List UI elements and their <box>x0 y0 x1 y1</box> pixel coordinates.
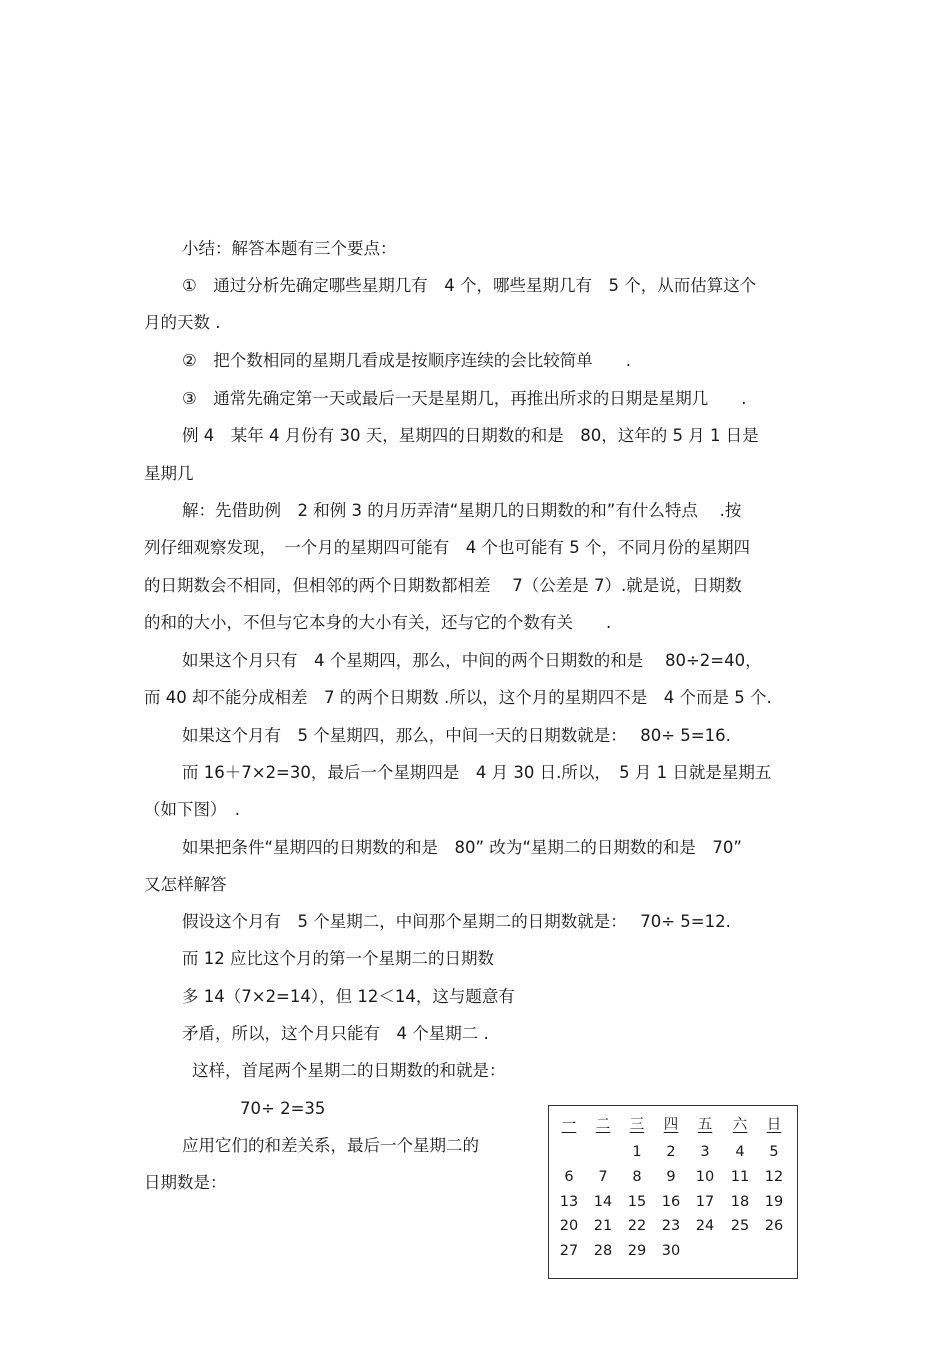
paragraph-line: 而 40 却不能分成相差 7 的两个日期数 .所以，这个月的星期四不是 4 个而是 5 个. <box>144 688 772 707</box>
paragraph-line: 如果这个月只有 4 个星期四，那么，中间的两个日期数的和是 80÷2=40， <box>182 651 762 670</box>
paragraph-line: 而 12 应比这个月的第一个星期二的日期数 <box>182 949 494 968</box>
calendar-day: 5 <box>769 1144 779 1160</box>
calendar-weekday-header: 二 <box>595 1117 611 1133</box>
calendar-day: 16 <box>661 1194 681 1210</box>
paragraph-line: 如果把条件“星期四的日期数的和是 80” 改为“星期二的日期数的和是 70” <box>182 838 742 857</box>
solution-line: 解：先借助例 2 和例 3 的月历弄清“星期几的日期数的和”有什么特点 .按 <box>182 501 742 520</box>
calendar-day: 8 <box>632 1169 642 1185</box>
paragraph-line: 多 14（7×2=14），但 12＜14，这与题意有 <box>182 987 515 1006</box>
calendar-day: 4 <box>735 1144 745 1160</box>
paragraph-line: 矛盾，所以，这个月只能有 4 个星期二 . <box>182 1024 489 1043</box>
calendar-weekday-header: 日 <box>766 1117 782 1133</box>
calendar-day: 14 <box>593 1194 613 1210</box>
calendar-day: 19 <box>764 1194 784 1210</box>
calendar-day: 29 <box>627 1243 647 1259</box>
calendar-day: 30 <box>661 1243 681 1259</box>
paragraph-line: 这样，首尾两个星期二的日期数的和就是： <box>192 1061 506 1080</box>
paragraph-line: 月的天数 . <box>144 313 221 332</box>
calendar-day: 28 <box>593 1243 613 1259</box>
paragraph-line: 的日期数会不相同，但相邻的两个日期数都相差 7（公差是 7）.就是说，日期数 <box>144 576 742 595</box>
calendar-weekday-header: 一 <box>561 1117 577 1133</box>
calendar-day: 24 <box>695 1218 715 1234</box>
calendar-weekday-header: 三 <box>629 1117 645 1133</box>
calendar-day: 26 <box>764 1218 784 1234</box>
calendar-day: 6 <box>564 1169 574 1185</box>
calendar-day: 25 <box>730 1218 750 1234</box>
calendar-day: 7 <box>598 1169 608 1185</box>
calendar-day: 18 <box>730 1194 750 1210</box>
calendar-weekday-header: 六 <box>732 1117 748 1133</box>
paragraph-line: （如下图） . <box>144 800 240 819</box>
calendar-day: 13 <box>559 1194 579 1210</box>
calendar-day: 2 <box>666 1144 676 1160</box>
paragraph-line: 的和的大小，不但与它本身的大小有关，还与它的个数有关 . <box>144 613 612 632</box>
calendar-day: 23 <box>661 1218 681 1234</box>
calendar-table <box>548 1105 798 1279</box>
calendar-day: 15 <box>627 1194 647 1210</box>
calendar-weekday-header: 五 <box>697 1117 713 1133</box>
calendar-day: 21 <box>593 1218 613 1234</box>
paragraph-line: ① 通过分析先确定哪些星期几有 4 个，哪些星期几有 5 个，从而估算这个 <box>182 276 757 295</box>
calendar-day: 20 <box>559 1218 579 1234</box>
paragraph-line: ② 把个数相同的星期几看成是按顺序连续的会比较简单 . <box>182 351 632 370</box>
paragraph-line: 日期数是： <box>144 1173 227 1192</box>
paragraph-line: 星期几 <box>144 464 194 483</box>
summary-heading: 小结：解答本题有三个要点： <box>182 239 397 258</box>
calendar-day: 3 <box>700 1144 710 1160</box>
calendar-weekday-header: 四 <box>663 1117 679 1133</box>
paragraph-line: 假设这个月有 5 个星期二，中间那个星期二的日期数就是： 70÷ 5=12. <box>182 912 731 931</box>
example-heading: 例 4 某年 4 月份有 30 天，星期四的日期数的和是 80，这年的 5 月 1 日是 <box>182 426 759 445</box>
calendar-day: 1 <box>632 1144 642 1160</box>
calendar-day: 27 <box>559 1243 579 1259</box>
calendar-day: 10 <box>695 1169 715 1185</box>
paragraph-line: 应用它们的和差关系，最后一个星期二的 <box>182 1136 479 1155</box>
equation-line: 70÷ 2=35 <box>240 1099 326 1118</box>
calendar-day: 12 <box>764 1169 784 1185</box>
paragraph-line: 如果这个月有 5 个星期四，那么，中间一天的日期数就是： 80÷ 5=16. <box>182 726 731 745</box>
calendar-day: 9 <box>666 1169 676 1185</box>
paragraph-line: ③ 通常先确定第一天或最后一天是星期几，再推出所求的日期是星期几 . <box>182 389 747 408</box>
calendar-day: 22 <box>627 1218 647 1234</box>
paragraph-line: 而 16＋7×2=30，最后一个星期四是 4 月 30 日.所以， 5 月 1 日就是星期五 <box>182 763 772 782</box>
paragraph-line: 列仔细观察发现， 一个月的星期四可能有 4 个也可能有 5 个，不同月份的星期四 <box>144 538 750 557</box>
paragraph-line: 又怎样解答 <box>144 875 227 894</box>
calendar-day: 11 <box>730 1169 750 1185</box>
calendar-day: 17 <box>695 1194 715 1210</box>
